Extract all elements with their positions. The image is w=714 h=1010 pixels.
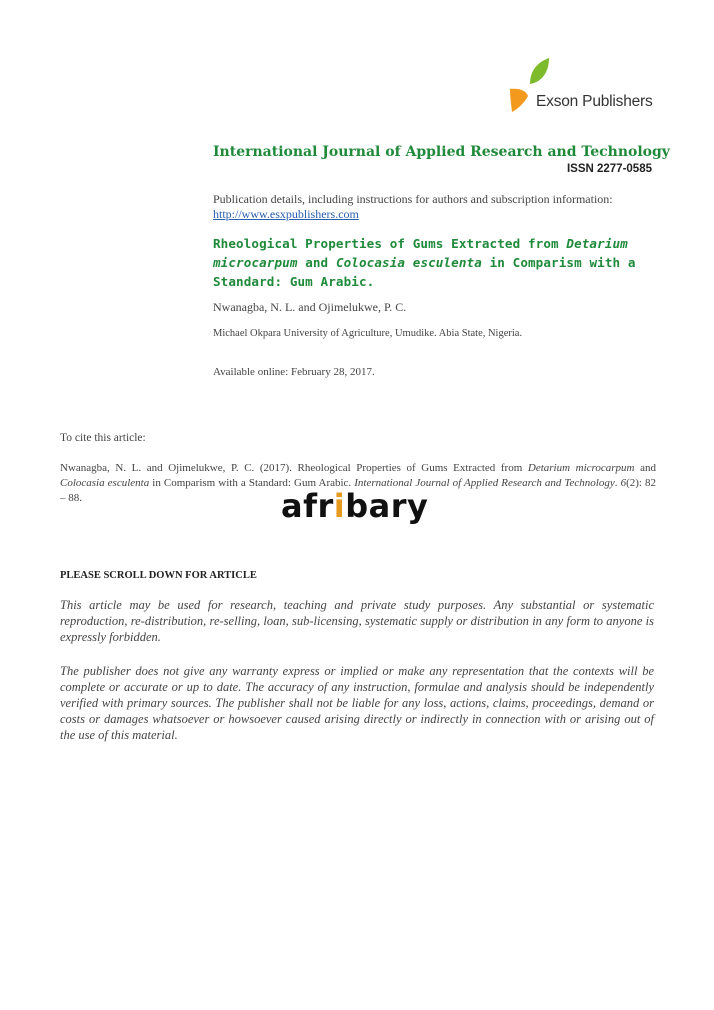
usage-notice-paragraph: This article may be used for research, teaching and private study purposes. Any substantial or systematic reproduction, re-distribution, re-selling, loan, sub-licensing, systematic supply or distribution in any form to anyone is expressly forbidden. <box>60 598 654 644</box>
citation-part1: Nwanagba, N. L. and Ojimelukwe, P. C. (2017). Rheological Properties of Gums Extracted from <box>60 462 528 474</box>
citation-issue: (2) <box>626 477 639 489</box>
journal-title: International Journal of Applied Research and Technology <box>213 144 670 160</box>
publisher-url-link[interactable]: http://www.esxpublishers.com <box>213 207 359 221</box>
pencil-icon: i <box>333 487 346 525</box>
journal-issn: ISSN 2277-0585 <box>566 163 652 175</box>
publication-details <box>213 192 653 222</box>
citation-part2: and <box>634 462 656 474</box>
citation-species2: Colocasia esculenta <box>60 477 150 489</box>
scroll-notice-heading: PLEASE SCROLL DOWN FOR ARTICLE <box>60 570 257 581</box>
publisher-name: Exson Publishers <box>536 93 653 110</box>
citation-pages: : 82 – 88. <box>60 477 657 504</box>
citation-part4: . <box>614 477 621 489</box>
article-authors: Nwanagba, N. L. and Ojimelukwe, P. C. <box>213 300 407 314</box>
article-title-part1: Rheological Properties of Gums Extracted from <box>213 236 567 251</box>
article-title-part3: in Comparism with a Standard: Gum Arabic. <box>213 255 636 289</box>
citation-part3: in Comparism with a Standard: Gum Arabic. <box>149 477 355 489</box>
afribary-watermark <box>281 487 428 525</box>
publisher-logo <box>510 58 660 118</box>
watermark-text-before: afr <box>281 487 334 525</box>
article-title-part2: and <box>297 255 336 270</box>
article-title-species1: Detarium microcarpum <box>213 236 628 270</box>
citation-journal: International Journal of Applied Research and Technology <box>354 477 615 489</box>
citation-species1: Detarium microcarpum <box>527 462 635 474</box>
article-title <box>213 234 655 291</box>
disclaimer-paragraph: The publisher does not give any warranty express or implied or make any representation that the contexts will be complete or accurate or up to date. The accuracy of any instruction, formulae and analysis should be independently verified with primary sources. The publisher shall not be liable for any loss, actions, claims, proceedings, demand or costs or damages whatsoever or howsoever caused arising directly or indirectly in connection with or arising out of the use of this material. <box>60 664 654 742</box>
article-title-species2: Colocasia esculenta <box>335 255 482 270</box>
publication-details-label: Publication details, including instructions for authors and subscription information: <box>213 192 613 206</box>
citation-heading: To cite this article: <box>60 432 146 444</box>
citation-volume: 6 <box>620 477 627 489</box>
watermark-text-after: bary <box>345 487 429 525</box>
available-online-date: Available online: February 28, 2017. <box>213 366 375 378</box>
author-affiliation: Michael Okpara University of Agriculture, Umudike. Abia State, Nigeria. <box>213 328 523 339</box>
